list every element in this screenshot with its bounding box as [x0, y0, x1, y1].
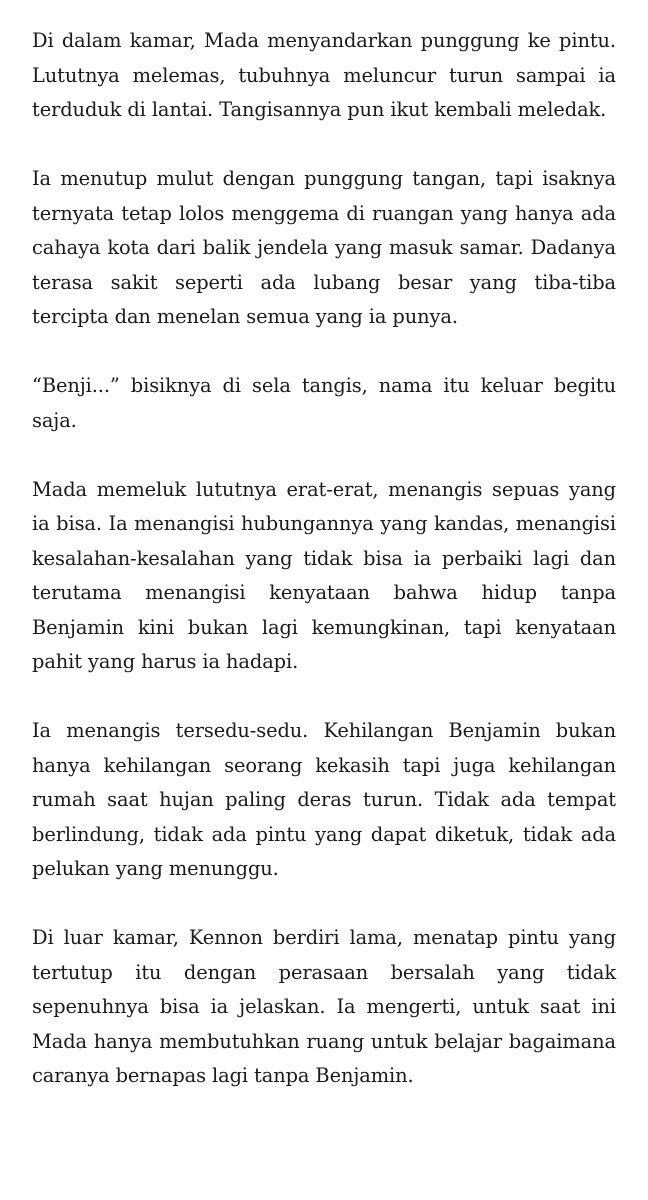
paragraph-5: Ia menangis tersedu-sedu. Kehilangan Benjamin bukan hanya kehilangan seorang kekasih tapi juga kehilangan rumah saat hujan paling deras turun. Tidak ada tempat berlindung, tidak ada pintu yang dapat diketuk, tidak ada pelukan yang menunggu. [32, 719, 616, 880]
paragraph-3: “Benji...” bisiknya di sela tangis, nama itu keluar begitu saja. [32, 374, 616, 432]
paragraph-4: Mada memeluk lututnya erat-erat, menangis sepuas yang ia bisa. Ia menangisi hubungannya yang kandas, menangisi kesalahan-kesalahan yang tidak bisa ia perbaiki lagi dan terutama menangisi kenyataan bahwa hidup tanpa Benjamin kini bukan lagi kemungkinan, tapi kenyataan pahit yang harus ia hadapi. [32, 477, 616, 673]
paragraph-1: Di dalam kamar, Mada menyandarkan punggung ke pintu. Lututnya melemas, tubuhnya meluncur turun sampai ia terduduk di lantai. Tangisannya pun ikut kembali meledak. [32, 29, 616, 121]
paragraph-2: Ia menutup mulut dengan punggung tangan, tapi isaknya ternyata tetap lolos menggema di ruangan yang hanya ada cahaya kota dari balik jendela yang masuk samar. Dadanya terasa sakit seperti ada lubang besar yang tiba-tiba tercipta dan menelan semua yang ia punya. [32, 167, 616, 328]
paragraph-6: Di luar kamar, Kennon berdiri lama, menatap pintu yang tertutup itu dengan perasaan bersalah yang tidak sepenuhnya bisa ia jelaskan. Ia mengerti, untuk saat ini Mada hanya membutuhkan ruang untuk belajar bagaimana caranya bernapas lagi tanpa Benjamin. [32, 926, 616, 1087]
